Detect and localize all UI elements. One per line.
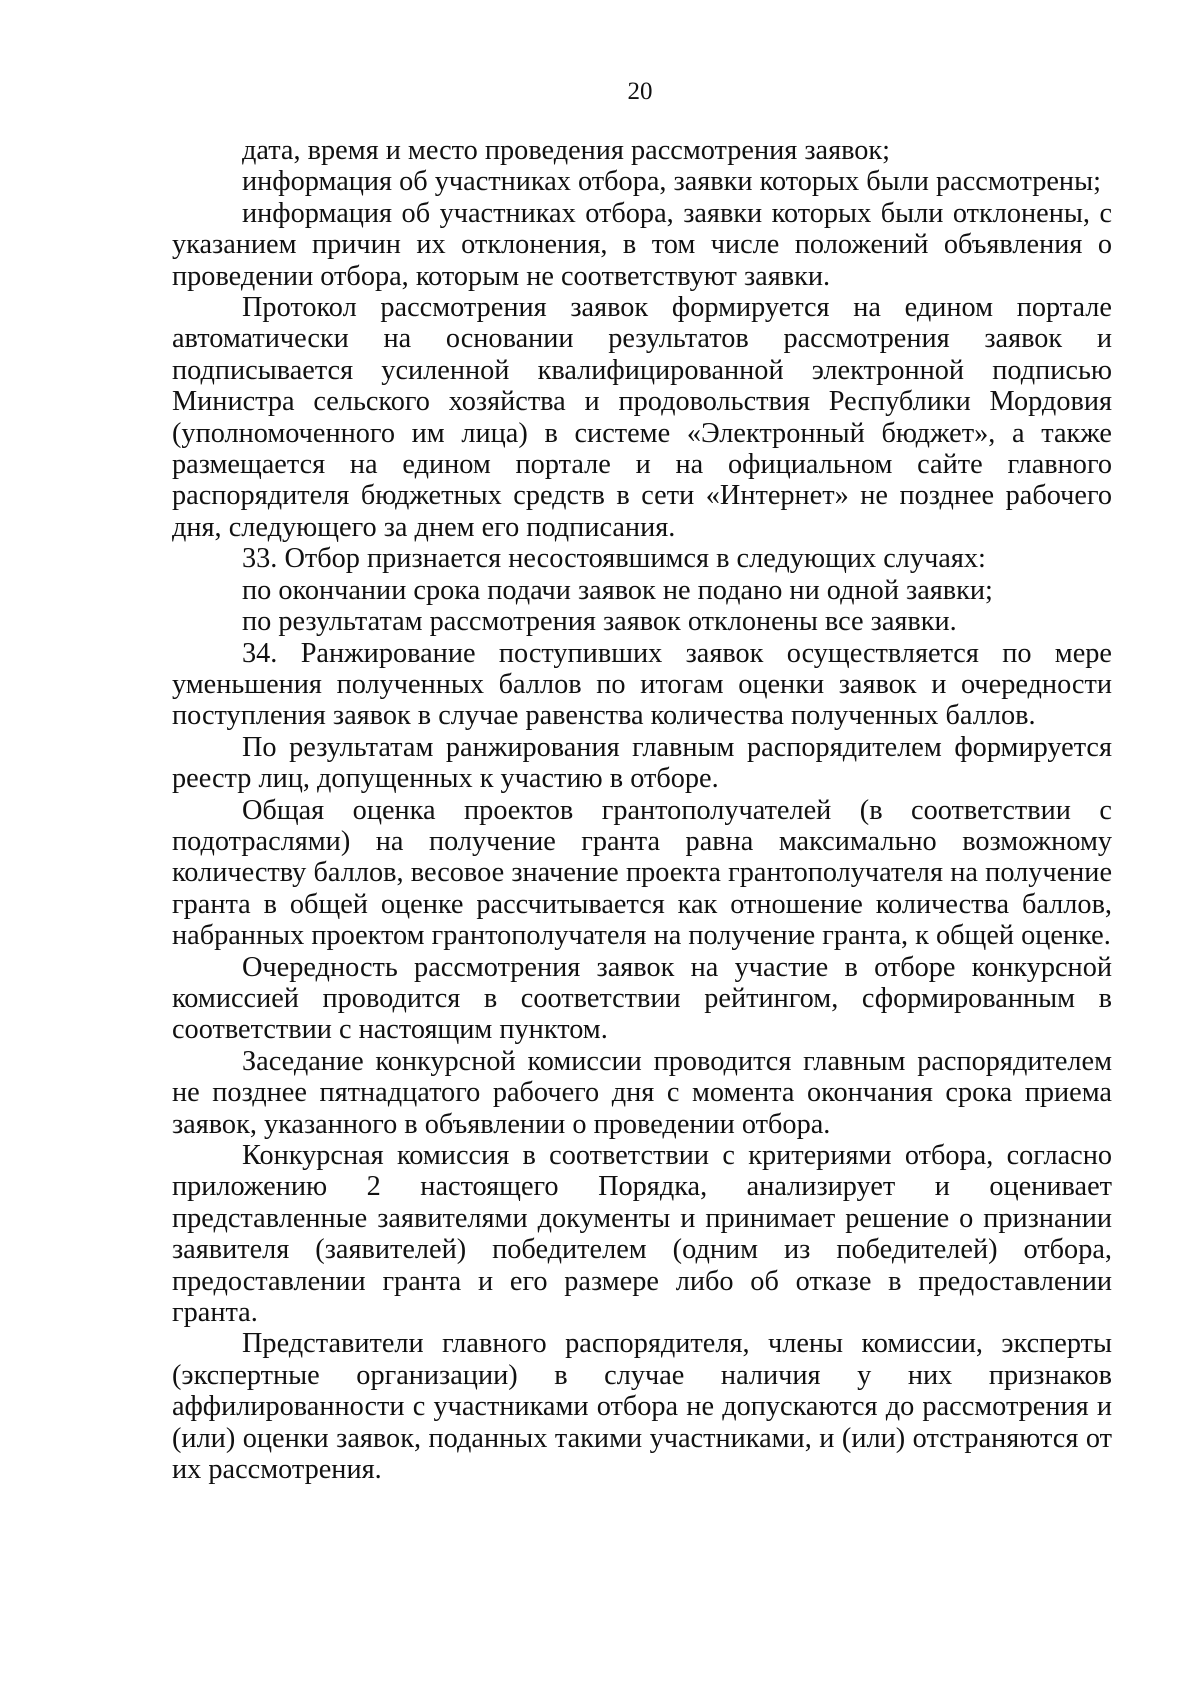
document-body xyxy=(172,135,1112,1485)
paragraph-affiliation: Представители главного распорядителя, члены комиссии, эксперты (экспертные организации) в случае наличия у них признаков аффилированности с участниками отбора не допускаются до рассмотрения и (или) оценки заявок, поданных такими участниками, и (или) отстраняются от их рассмотрения. xyxy=(172,1328,1112,1486)
paragraph-all-rejected: по результатам рассмотрения заявок отклонены все заявки. xyxy=(242,606,957,638)
paragraph-clause-34: 34. Ранжирование поступивших заявок осуществляется по мере уменьшения полученных баллов по итогам оценки заявок и очередности поступления заявок в случае равенства количества полученных баллов. xyxy=(172,637,1112,732)
paragraph-commission-decision: Конкурсная комиссия в соответствии с критериями отбора, согласно приложению 2 настоящего Порядка, анализирует и оценивает представленные заявителями документы и принимает решение о признании заявителя (заявителей) победителем (одним из победителей) отбора, предоставлении гранта и его размере либо об отказе в предоставлении гранта. xyxy=(172,1140,1112,1329)
paragraph-commission-meeting: Заседание конкурсной комиссии проводится главным распорядителем не позднее пятнадцатого рабочего дня с момента окончания срока приема заявок, указанного в объявлении о проведении отбора. xyxy=(172,1045,1112,1140)
paragraph-review-order: Очередность рассмотрения заявок на участие в отборе конкурсной комиссией проводится в соответствии рейтингом, сформированным в соответствии с настоящим пунктом. xyxy=(172,951,1112,1046)
paragraph-rejected-participants: информация об участниках отбора, заявки которых были отклонены, с указанием причин их отклонения, в том числе положений объявления о проведении отбора, которым не соответствуют заявки. xyxy=(172,197,1112,292)
paragraph-clause-33: 33. Отбор признается несостоявшимся в следующих случаях: xyxy=(242,543,986,575)
paragraph-no-applications: по окончании срока подачи заявок не подано ни одной заявки; xyxy=(242,574,993,606)
paragraph-protocol: Протокол рассмотрения заявок формируется на едином портале автоматически на основании результатов рассмотрения заявок и подписывается усиленной квалифицированной электронной подписью Министра сельского хозяйства и продовольствия Республики Мордовия (уполномоченного им лица) в системе «Электронный бюджет», а также размещается на едином портале и на официальном сайте главного распорядителя бюджетных средств в сети «Интернет» не позднее рабочего дня, следующего за днем его подписания. xyxy=(172,292,1112,543)
paragraph-registry: По результатам ранжирования главным распорядителем формируется реестр лиц, допущенных к участию в отборе. xyxy=(172,731,1112,795)
page-number: 20 xyxy=(627,78,653,105)
paragraph-reviewed-participants: информация об участниках отбора, заявки которых были рассмотрены; xyxy=(242,166,1101,198)
paragraph-review-date: дата, время и место проведения рассмотрения заявок; xyxy=(242,135,891,166)
paragraph-overall-score: Общая оценка проектов грантополучателей (в соответствии с подотраслями) на получение гранта равна максимально возможному количеству баллов, весовое значение проекта грантополучателя на получение гранта в общей оценке рассчитывается как отношение количества баллов, набранных проектом грантополучателя на получение гранта, к общей оценке. xyxy=(172,794,1112,952)
